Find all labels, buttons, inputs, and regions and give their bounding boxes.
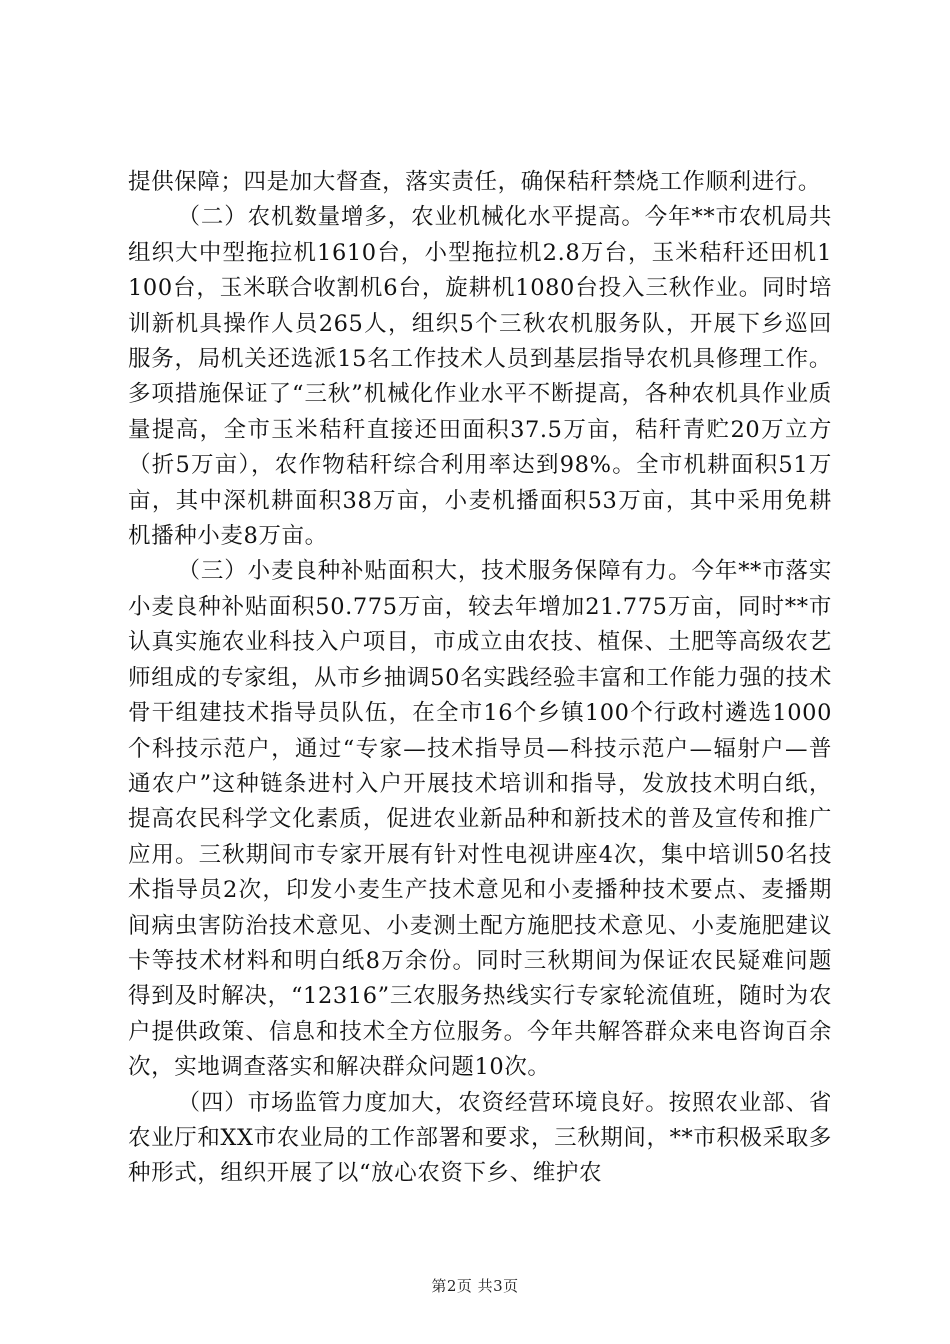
paragraph-section-4: （四）市场监管力度加大，农资经营环境良好。按照农业部、省农业厅和XX市农业局的工作部署和要求，三秋期间，**市积极采取多种形式，组织开展了以“放心农资下乡、维护农: [128, 1089, 832, 1187]
page-footer: 第2页 共3页: [431, 1277, 519, 1295]
paragraph-section-3: （三）小麦良种补贴面积大，技术服务保障有力。今年**市落实小麦良种补贴面积50.775万亩，较去年增加21.775万亩，同时**市认真实施农业科技入户项目，市成立由农技、植保、土肥等高级农艺师组成的专家组，从市乡抽调50名实践经验丰富和工作能力强的技术骨干组建技术指导员队伍，在全市16个乡镇100个行政村遴选1000个科技示范户，通过“专家—技术指导员—科技示范户—辐射户—普通农户”这种链条进村入户开展技术培训和指导，发放技术明白纸，提高农民科学文化素质，促进农业新品种和新技术的普及宣传和推广应用。三秋期间市专家开展有针对性电视讲座4次，集中培训50名技术指导员2次，印发小麦生产技术意见和小麦播种技术要点、麦播期间病虫害防治技术意见、小麦测土配方施肥技术意见、小麦施肥建议卡等技术材料和明白纸8万余份。同时三秋期间为保证农民疑难问题得到及时解决，“12316”三农服务热线实行专家轮流值班，随时为农户提供政策、信息和技术全方位服务。今年共解答群众来电咨询百余次，实地调查落实和解决群众问题10次。: [128, 558, 832, 1081]
document-body: [128, 165, 832, 1192]
paragraph-continued: 提供保障；四是加大督查，落实责任，确保秸秆禁烧工作顺利进行。: [128, 169, 822, 195]
paragraph-section-2: （二）农机数量增多，农业机械化水平提高。今年**市农机局共组织大中型拖拉机1610台，小型拖拉机2.8万台，玉米秸秆还田机1100台，玉米联合收割机6台，旋耕机1080台投入三秋作业。同时培训新机具操作人员265人，组织5个三秋农机服务队，开展下乡巡回服务，局机关还选派15名工作技术人员到基层指导农机具修理工作。多项措施保证了“三秋”机械化作业水平不断提高，各种农机具作业质量提高，全市玉米秸秆直接还田面积37.5万亩，秸秆青贮20万立方（折5万亩），农作物秸秆综合利用率达到98%。全市机耕面积51万亩，其中深机耕面积38万亩，小麦机播面积53万亩，其中采用免耕机播种小麦8万亩。: [128, 204, 832, 550]
